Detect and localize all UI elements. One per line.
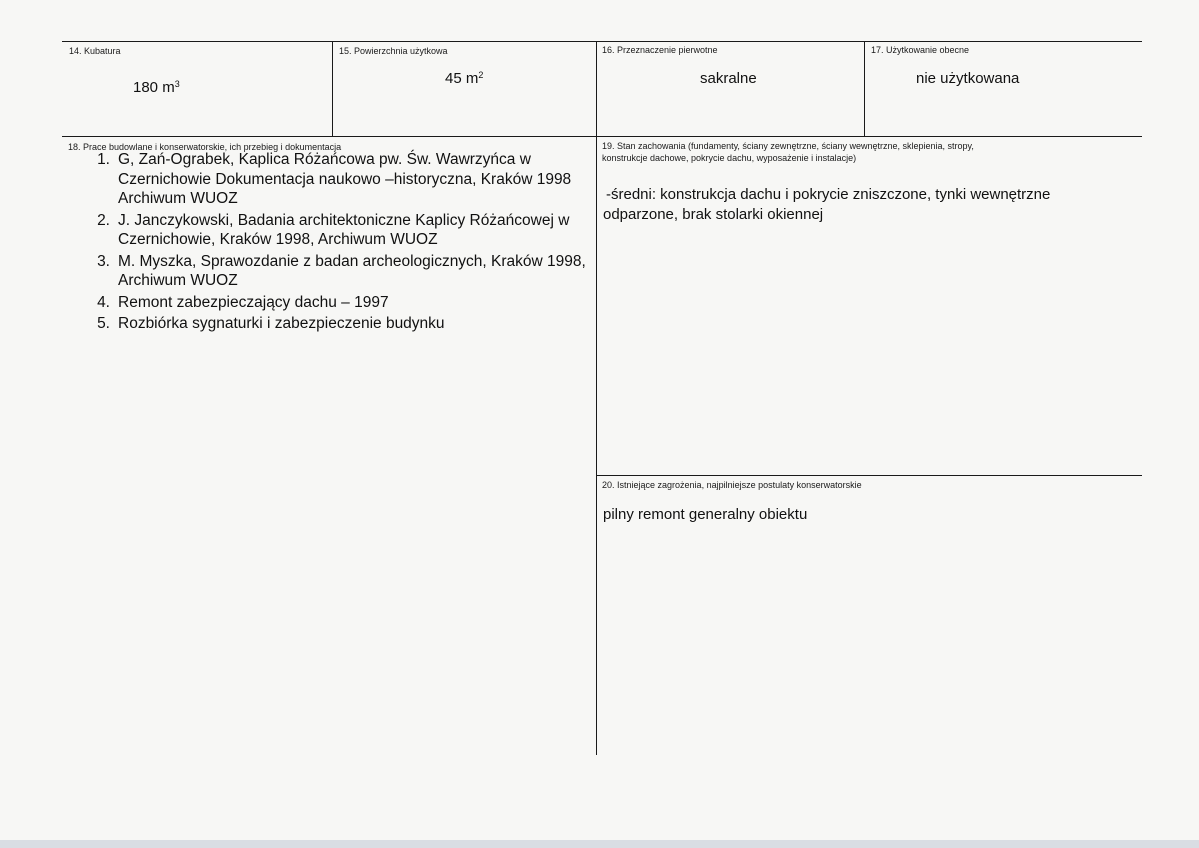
uzytkowanie-value: nie użytkowana xyxy=(916,70,1020,87)
stan-label-line2: konstrukcje dachowe, pokrycie dachu, wyposażenie i instalacje) xyxy=(602,153,857,163)
list-item: 3. M. Myszka, Sprawozdanie z badan archeologicznych, Kraków 1998, Archiwum WUOZ xyxy=(97,252,586,289)
list-item: 5. Rozbiórka sygnaturki i zabezpieczenie budynku xyxy=(97,315,445,332)
powierzchnia-label: 15. Powierzchnia użytkowa xyxy=(339,46,448,56)
powierzchnia-value: 45 $m^2$ xyxy=(445,70,484,87)
top-border xyxy=(62,41,1142,42)
prace-list xyxy=(86,150,594,336)
section-20-divider xyxy=(596,475,1142,476)
scan-bottom-edge xyxy=(0,840,1199,848)
list-item: 2. J. Janczykowski, Badania architektoniczne Kaplicy Różańcowej w Czernichowie, Kraków 1998, Archiwum WUOZ xyxy=(97,211,570,248)
prace-label: 18. Prace budowlane i konserwatorskie, ich przebieg i dokumentacja xyxy=(68,142,342,152)
kubatura-label: 14. Kubatura xyxy=(69,46,121,56)
col-divider-1 xyxy=(332,41,333,137)
zagrozenia-text: pilny remont generalny obiektu xyxy=(603,506,808,523)
zagrozenia-label: 20. Istniejące zagrożenia, najpilniejsze postulaty konserwatorskie xyxy=(602,480,862,490)
row-divider xyxy=(62,136,1142,137)
uzytkowanie-label: 17. Użytkowanie obecne xyxy=(871,45,970,55)
stan-label-line1: 19. Stan zachowania (fundamenty, ściany zewnętrzne, ściany wewnętrzne, sklepienia, stropy, xyxy=(602,141,974,151)
col-divider-3 xyxy=(864,41,865,137)
stan-text: -średni: konstrukcja dachu i pokrycie zniszczone, tynki wewnętrzne odparzone, brak stolarki okiennej xyxy=(603,186,1051,223)
kubatura-value: 180 $m^3$ xyxy=(133,79,180,96)
przeznaczenie-value: sakralne xyxy=(700,70,757,87)
list-item: 4. Remont zabezpieczający dachu – 1997 xyxy=(97,293,389,311)
col-divider-2 xyxy=(596,41,597,755)
przeznaczenie-label: 16. Przeznaczenie pierwotne xyxy=(602,45,718,55)
list-item: 1. G, Zań-Ograbek, Kaplica Różańcowa pw. Św. Wawrzyńca w Czernichowie Dokumentacja naukowo –historyczna, Kraków 1998 Archiwum WUOZ xyxy=(97,151,572,207)
